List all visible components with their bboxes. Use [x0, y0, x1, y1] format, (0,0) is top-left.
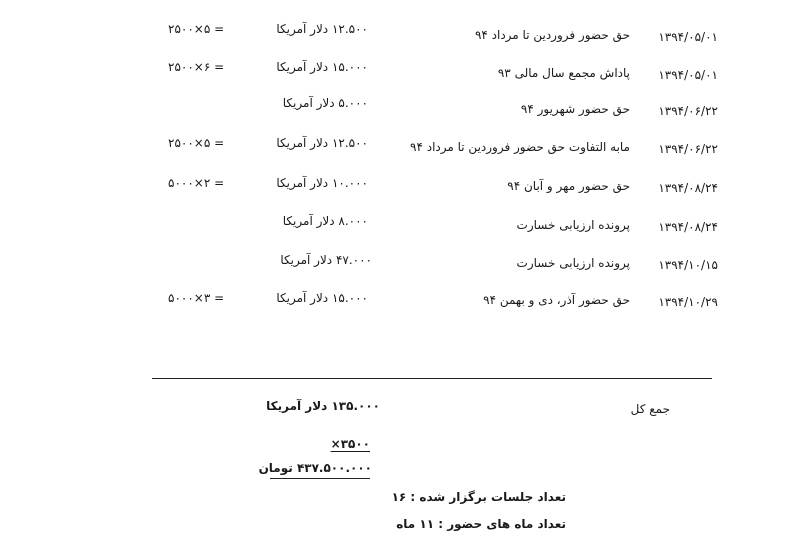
- row-description: حق حضور فروردین تا مرداد ۹۴: [474, 28, 630, 42]
- row-amount: ۱۲.۵۰۰ دلار آمریکا: [276, 22, 368, 36]
- row-description: پاداش مجمع سال مالی ۹۳: [497, 66, 630, 80]
- months-count: تعداد ماه های حضور : ۱۱ ماه: [396, 517, 566, 531]
- total-amount-toman: ۴۳۷.۵۰۰.۰۰۰ تومان: [258, 461, 372, 475]
- row-calculation: ۲۵۰۰×۵ =: [168, 22, 225, 36]
- row-amount: ۱۵.۰۰۰ دلار آمریکا: [276, 291, 368, 305]
- row-description: حق حضور مهر و آبان ۹۴: [507, 179, 630, 193]
- row-description: مابه التفاوت حق حضور فروردین تا مرداد ۹۴: [410, 140, 630, 154]
- row-date: ۱۳۹۴/۰۸/۲۴: [658, 181, 718, 195]
- row-calculation: ۲۵۰۰×۵ =: [168, 136, 225, 150]
- row-description: پرونده ارزیابی خسارت: [516, 218, 630, 232]
- row-date: ۱۳۹۴/۰۶/۲۲: [658, 104, 718, 118]
- row-calculation: ۵۰۰۰×۳ =: [168, 291, 225, 305]
- row-calculation: ۲۵۰۰×۶ =: [168, 60, 225, 74]
- row-amount: ۱۲.۵۰۰ دلار آمریکا: [276, 136, 368, 150]
- row-amount: ۸.۰۰۰ دلار آمریکا: [282, 214, 368, 228]
- sessions-count: تعداد جلسات برگزار شده : ۱۶: [391, 490, 566, 504]
- row-date: ۱۳۹۴/۰۵/۰۱: [658, 68, 718, 82]
- total-amount-usd: ۱۳۵.۰۰۰ دلار آمریکا: [266, 399, 380, 413]
- row-date: ۱۳۹۴/۰۶/۲۲: [658, 142, 718, 156]
- row-date: ۱۳۹۴/۱۰/۱۵: [658, 258, 718, 272]
- total-label: جمع کل: [630, 402, 670, 416]
- exchange-rate: ×۳۵۰۰: [330, 437, 370, 451]
- row-amount: ۱۰.۰۰۰ دلار آمریکا: [276, 176, 368, 190]
- row-date: ۱۳۹۴/۰۵/۰۱: [658, 30, 718, 44]
- toman-underline: [270, 478, 370, 479]
- row-calculation: ۵۰۰۰×۲ =: [168, 176, 225, 190]
- row-amount: ۴۷.۰۰۰ دلار آمریکا: [280, 253, 372, 267]
- row-amount: ۵.۰۰۰ دلار آمریکا: [282, 96, 368, 110]
- row-date: ۱۳۹۴/۱۰/۲۹: [658, 295, 718, 309]
- row-date: ۱۳۹۴/۰۸/۲۴: [658, 220, 718, 234]
- row-description: حق حضور شهریور ۹۴: [520, 102, 630, 116]
- row-description: پرونده ارزیابی خسارت: [516, 256, 630, 270]
- row-description: حق حضور آذر، دی و بهمن ۹۴: [483, 293, 630, 307]
- row-amount: ۱۵.۰۰۰ دلار آمریکا: [276, 60, 368, 74]
- total-separator-line: [152, 378, 712, 379]
